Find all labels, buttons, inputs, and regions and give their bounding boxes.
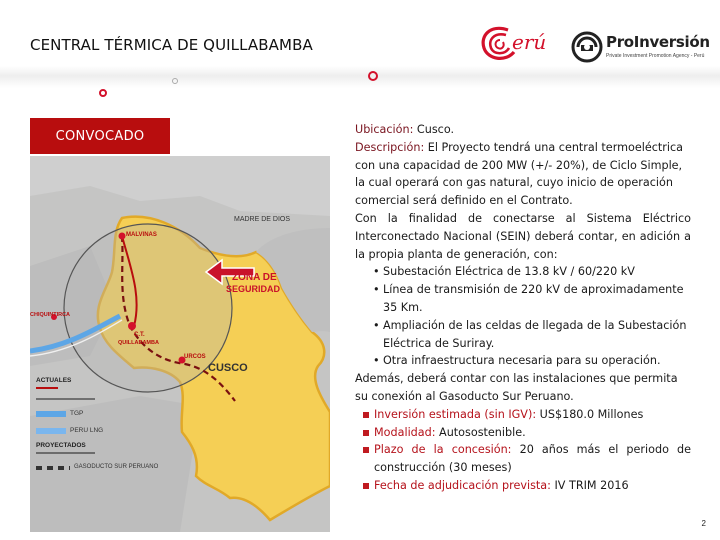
ubicacion xyxy=(355,121,691,139)
proinversion-name: ProInversión xyxy=(606,33,710,51)
modalidad-item xyxy=(355,424,691,442)
inversion-item xyxy=(355,406,691,424)
page-title: CENTRAL TÉRMICA DE QUILLABAMBA xyxy=(30,36,313,54)
decorative-dot xyxy=(172,78,178,84)
fecha-label: Fecha de adjudicación prevista: xyxy=(374,478,551,492)
decorative-dot xyxy=(99,89,107,97)
project-details xyxy=(355,121,691,495)
map-label-urcos: URCOS xyxy=(184,354,206,360)
descripcion-label: Descripción: xyxy=(355,140,425,154)
descripcion xyxy=(355,139,691,210)
ubicacion-label: Ubicación: xyxy=(355,123,414,136)
legend-tgp: TGP xyxy=(70,410,84,417)
proinversion-tagline: Private Investment Promotion Agency - Perú xyxy=(606,53,705,59)
fecha-value: IV TRIM 2016 xyxy=(550,478,629,492)
key-facts-list xyxy=(355,406,691,495)
finalidad-text: Con la finalidad de conectarse al Sistema Eléctrico Interconectado Nacional (SEIN) deberá contar, en adición a la propia planta de generación, con: xyxy=(355,211,691,261)
legend-actuales: ACTUALES xyxy=(36,377,72,384)
modalidad-label: Modalidad: xyxy=(374,425,436,439)
plazo-value: 20 años más el periodo de construcción (30 meses) xyxy=(374,443,692,475)
header-divider xyxy=(0,66,720,88)
map-label-chiquintirca: CHIQUINTIRCA xyxy=(30,312,71,318)
legend-proyectados: PROYECTADOS xyxy=(36,442,86,449)
list-item: • Línea de transmisión de 220 kV de aproximadamente 35 Km. xyxy=(373,281,691,317)
map-label-cusco: CUSCO xyxy=(208,362,248,374)
map-label-zona-2: SEGURIDAD xyxy=(226,284,281,294)
status-badge: CONVOCADO xyxy=(30,118,170,154)
decorative-dot xyxy=(368,71,378,81)
peru-brand-text: erú xyxy=(512,30,547,54)
map-label-ct-2: QUILLABAMBA xyxy=(118,340,159,346)
map-label-zona-1: ZONA DE xyxy=(232,272,277,283)
inversion-label: Inversión estimada (sin IGV): xyxy=(374,407,537,421)
legend-peru-lng: PERU LNG xyxy=(70,427,104,434)
ademas-text: Además, deberá contar con las instalaciones que permita su conexión al Gasoducto Sur Peruano. xyxy=(355,372,678,403)
ubicacion-value: Cusco. xyxy=(413,123,455,136)
map-label-madre-de-dios: MADRE DE DIOS xyxy=(234,216,291,223)
list-item: • Ampliación de las celdas de llegada de la Subestación Eléctrica de Suriray. xyxy=(373,317,691,353)
legend-gasoducto: GASODUCTO SUR PERUANO xyxy=(74,464,159,470)
map-graphic xyxy=(30,156,330,532)
list-item: • Otra infraestructura necesaria para su operación. xyxy=(373,352,691,370)
map-label-ct-1: C.T. xyxy=(134,332,145,338)
page-number: 2 xyxy=(701,519,706,528)
plazo-item xyxy=(355,441,691,477)
descripcion-value: El Proyecto tendrá una central termoeléctrica con una capacidad de 200 MW (+/- 20%), de Ciclo Simple, la cual operará con gas natural, cuyo inicio de operación comercial será definido en el Contrato. xyxy=(355,140,683,208)
inversion-value: US$180.0 Millones xyxy=(536,407,644,421)
proinversion-icon xyxy=(570,30,604,64)
location-map xyxy=(30,156,330,532)
list-item: • Subestación Eléctrica de 13.8 kV / 60/220 kV xyxy=(373,263,691,281)
fecha-item xyxy=(355,477,691,495)
component-list xyxy=(373,263,691,370)
plazo-label: Plazo de la concesión: xyxy=(374,443,512,457)
map-label-malvinas: MALVINAS xyxy=(126,232,157,238)
modalidad-value: Autosostenible. xyxy=(435,425,526,439)
